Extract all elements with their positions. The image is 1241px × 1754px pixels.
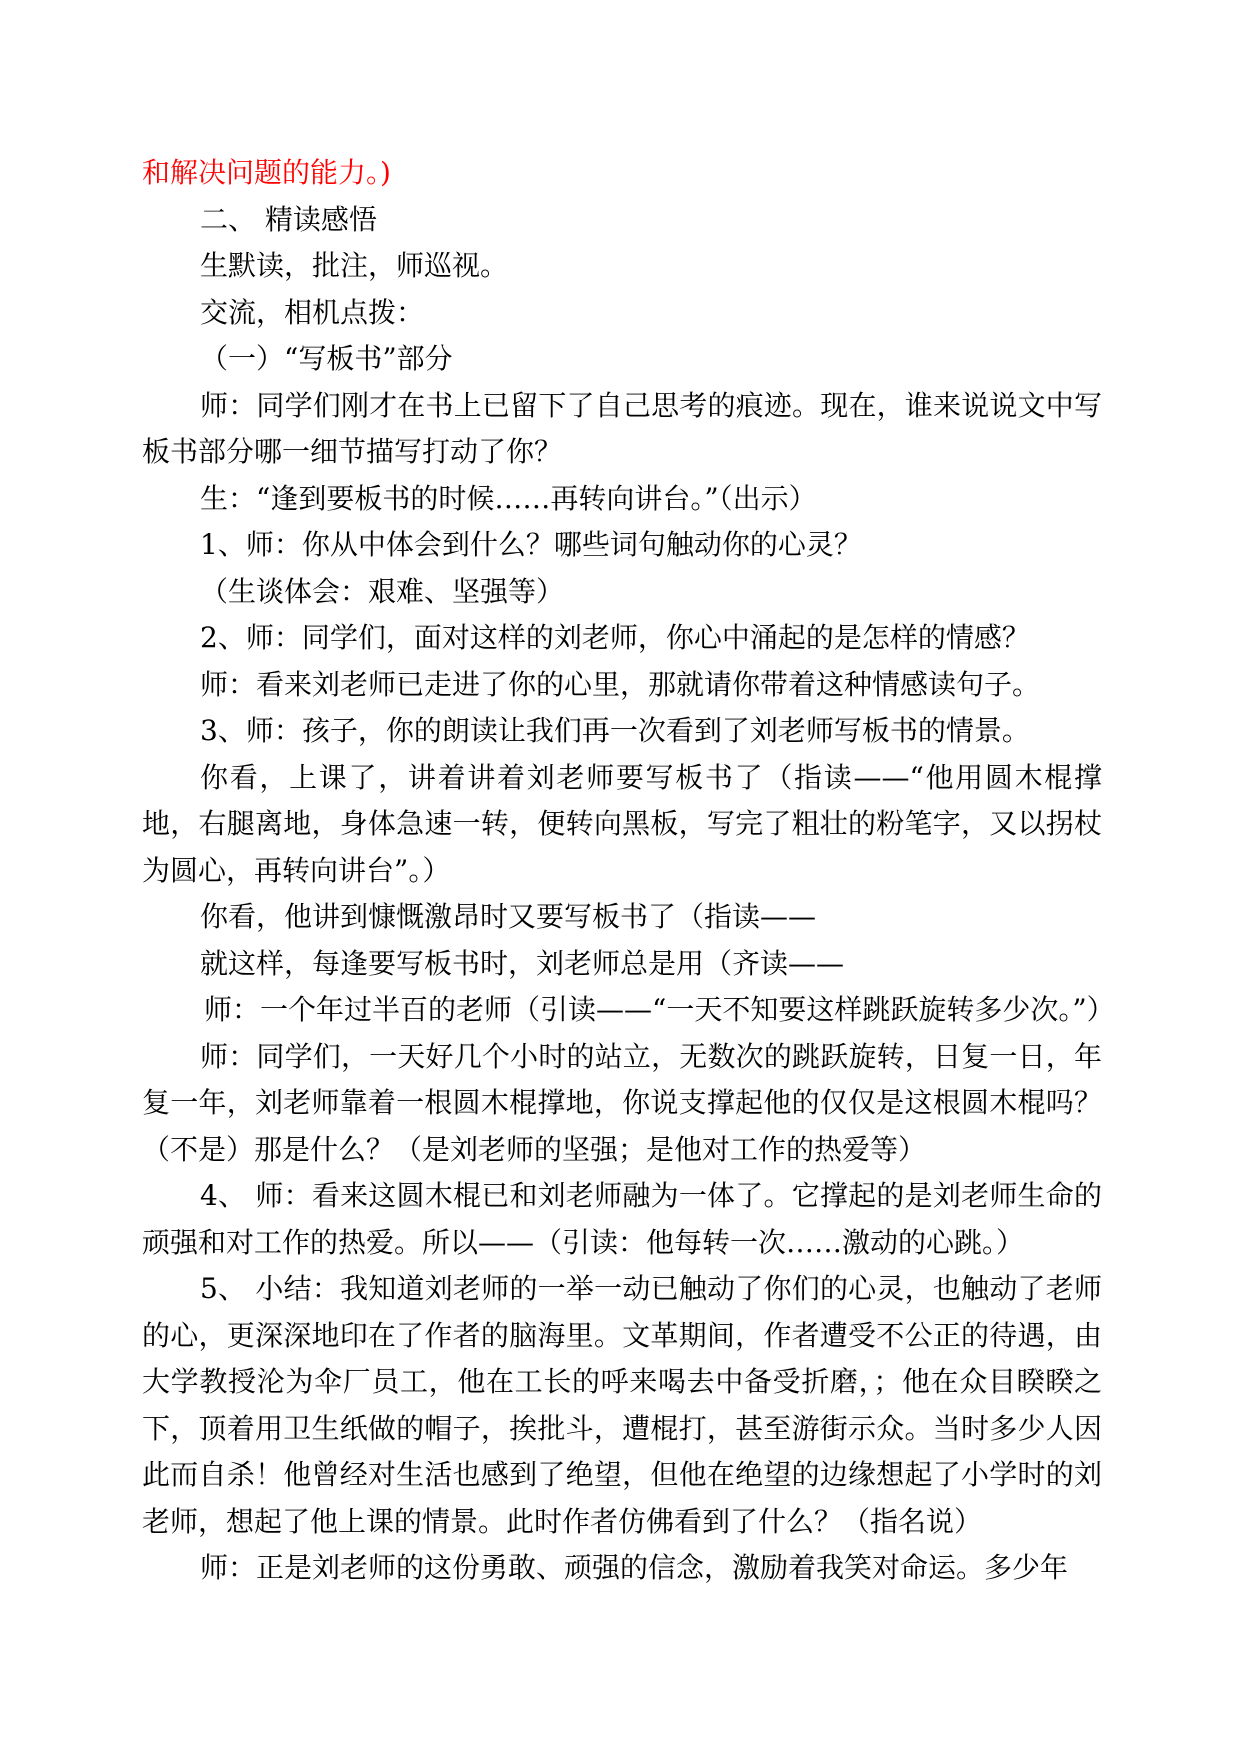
paragraph: 师：一个年过半百的老师（引读——“一天不知要这样跳跃旋转多少次。”） (204, 993, 1115, 1026)
paragraph: 交流，相机点拨： (200, 295, 425, 329)
paragraph: 5、 小结：我知道刘老师的一举一动已触动了你们的心灵，也触动了老师的心，更深深地印在了作者的脑海里。文革期间，作者遭受不公正的待遇，由大学教授沦为伞厂员工，他在工长的呼来喝去中备受折磨，；他在众目睽睽之下，顶着用卫生纸做的帽子，挨批斗，遭棍打，甚至游街示众。当时多少人因此而自杀！他曾经对生活也感到了绝望，但他在绝望的边缘想起了小学时的刘老师，想起了他上课的情景。此时作者仿佛看到了什么？（指名说） (142, 1272, 1102, 1538)
paragraph: 师：正是刘老师的这份勇敢、顽强的信念，激励着我笑对命运。多少年 (200, 1551, 1069, 1584)
paragraph: 3、师：孩子，你的朗读让我们再一次看到了刘老师写板书的情景。 (200, 714, 1030, 747)
subsection-heading: （一）“写板书”部分 (200, 342, 453, 375)
paragraph: 师：看来刘老师已走进了你的心里，那就请你带着这种情感读句子。 (200, 667, 1041, 701)
section-heading: 二、 精读感悟 (200, 202, 377, 236)
paragraph: 你看，他讲到慷慨激昂时又要写板书了（指读—— (200, 900, 817, 933)
paragraph: 师：同学们，一天好几个小时的站立，无数次的跳跃旋转，日复一日，年复一年，刘老师靠着一根圆木棍撑地，你说支撑起他的仅仅是这根圆木棍吗？（不是）那是什么？（是刘老师的坚强；是他对工作的热爱等） (142, 1039, 1102, 1166)
paragraph: 就这样，每逢要写板书时，刘老师总是用（齐读—— (200, 946, 845, 980)
paragraph: 2、师：同学们，面对这样的刘老师，你心中涌起的是怎样的情感？ (200, 621, 1030, 654)
paragraph: （生谈体会：艰难、坚强等） (200, 574, 565, 608)
paragraph: 生默读，批注，师巡视。 (200, 249, 509, 282)
paragraph: 4、 师：看来这圆木棍已和刘老师融为一体了。它撑起的是刘老师生命的顽强和对工作的热爱。所以——（引读：他每转一次……激动的心跳。） (142, 1179, 1102, 1259)
paragraph: 1、师：你从中体会到什么？哪些词句触动你的心灵？ (200, 528, 862, 561)
paragraph: 师：同学们刚才在书上已留下了自己思考的痕迹。现在，谁来说说文中写板书部分哪一细节描写打动了你？ (142, 388, 1102, 468)
paragraph-highlight: 和解决问题的能力。) (142, 156, 391, 189)
document-page (142, 150, 1115, 1592)
paragraph: 生：“逢到要板书的时候……再转向讲台。”（出示） (200, 481, 817, 515)
paragraph: 你看，上课了，讲着讲着刘老师要写板书了（指读——“他用圆木棍撑地，右腿离地，身体急速一转，便转向黑板，写完了粗壮的粉笔字，又以拐杖为圆心，再转向讲台”。） (142, 760, 1102, 887)
